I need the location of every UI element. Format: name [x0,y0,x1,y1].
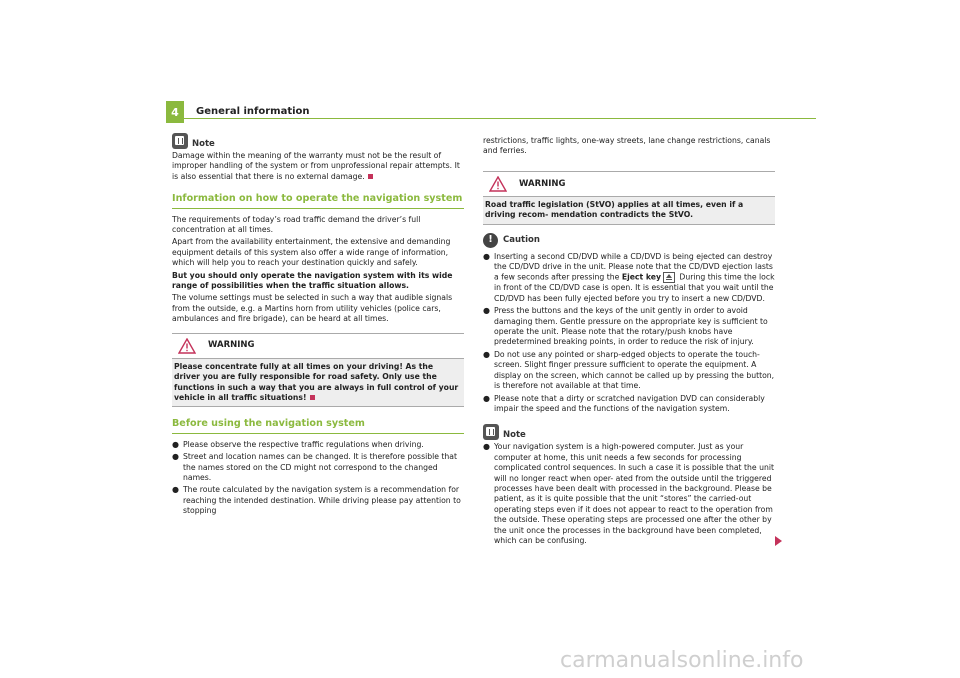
warning-heading [172,334,464,359]
warning-label: WARNING [519,178,566,189]
section-title-operate: Information on how to operate the navigation system [172,194,464,208]
list-item: ● Inserting a second CD/DVD while a CD/DVD is being ejected can destroy the CD/DVD drive in the unit. Please note that the CD/DVD ejection lasts a few seconds after pressing the Eject key During this time the lock in front of the CD/DVD case is open. It is essential that you wait until the CD/DVD has been fully ejected before you try to insert a new CD/DVD. [483,251,775,303]
paragraph: Apart from the availability entertainment, the extensive and demanding equipment details of this system also offer a wide range of information, which will help you to reach your destination quickly and safely. [172,237,451,268]
page-header-title: General information [196,106,310,117]
paragraph: The requirements of today’s road traffic demand the driver’s full concentration at all times. [172,214,421,235]
warning-box [172,333,464,408]
list-item: ● Press the buttons and the keys of the unit gently in order to avoid damaging them. Gentle pressure on the appropriate key is sufficient to operate the unit. Please note that the rotary/push knobs have predetermined breaking points, in order to reduce the risk of injury. [483,306,768,347]
paragraph-bold: But you should only operate the navigation system with its wide range of possibilities when the traffic situation allows. [172,270,453,291]
list-item: ● Street and location names can be changed. It is therefore possible that the names stored on the CD might not correspond to the changed names. [172,452,458,482]
warning-text: Please concentrate fully at all times on your driving! As the driver you are fully responsible for road safety. Only use the functions in such a way that you are always in full control of your vehicle in all traffic situations! [172,359,464,407]
end-mark-icon [368,174,373,179]
header-rule [184,118,816,119]
warning-triangle-icon [489,176,507,192]
warning-text: Road traffic legislation (StVO) applies at all times, even if a driving recom- mendation contradicts the StVO. [483,197,775,224]
note-heading [172,133,464,149]
note-text: Damage within the meaning of the warranty must not be the result of improper handling of the system or from unprofessional repair attempts. It is also essential that there is no external damage. [172,151,460,181]
list-item: ● Your navigation system is a high-powered computer. Just as your computer at home, this unit needs a few seconds for processing complicated control sequences. In such a case it is possible that the unit will no longer react when oper- ated from the outside until the triggered processes have been dealt with processed in the background. Please be patient, as it is quite possible that the unit “stores” the carried-out operating steps even if it does not appear to react to the operation from the outside. These operating steps are processed one after the other by the unit once the processes in the background have been completed, which can be confusing. [483,442,774,545]
list-item: ● Do not use any pointed or sharp-edged objects to operate the touch-screen. Slight finger pressure sufficient to operate the equipment. A display on the screen, which cannot be called up by pressing the button, is therefore not available at that time. [483,349,775,391]
warning-heading [483,172,775,197]
paragraph-continuation: restrictions, traffic lights, one-way streets, lane change restrictions, canals and ferries. [483,136,771,156]
note-icon [172,133,188,149]
list-item: ● Please note that a dirty or scratched navigation DVD can considerably impair the speed and the functions of the navigation system. [483,393,765,413]
next-page-arrow-icon [775,536,782,546]
note-heading [483,424,775,440]
note-label: Note [192,138,215,149]
watermark: carmanualsonline.info [560,648,804,673]
end-mark-icon [310,395,315,400]
caution-heading [483,233,775,248]
page-number: 4 [166,101,184,123]
caution-label: Caution [503,234,540,245]
section-title-before-using: Before using the navigation system [172,419,464,433]
note-icon [483,424,499,440]
warning-triangle-icon [178,338,196,354]
paragraph: The volume settings must be selected in such a way that audible signals from the outside, e.g. a Martins horn from utility vehicles (police cars, ambulances and fire brigade), can be heard at all times. [172,293,453,324]
left-column [172,133,464,519]
right-column [483,136,775,548]
list-item: ● Please observe the respective traffic regulations when driving. [172,439,424,449]
warning-box [483,171,775,225]
caution-icon: ! [483,233,498,248]
list-item: ● The route calculated by the navigation system is a recommendation for reaching the intended destination. While driving please pay attention to stopping [172,485,461,516]
note-label: Note [503,429,526,440]
warning-label: WARNING [208,340,255,351]
eject-icon [663,272,675,283]
